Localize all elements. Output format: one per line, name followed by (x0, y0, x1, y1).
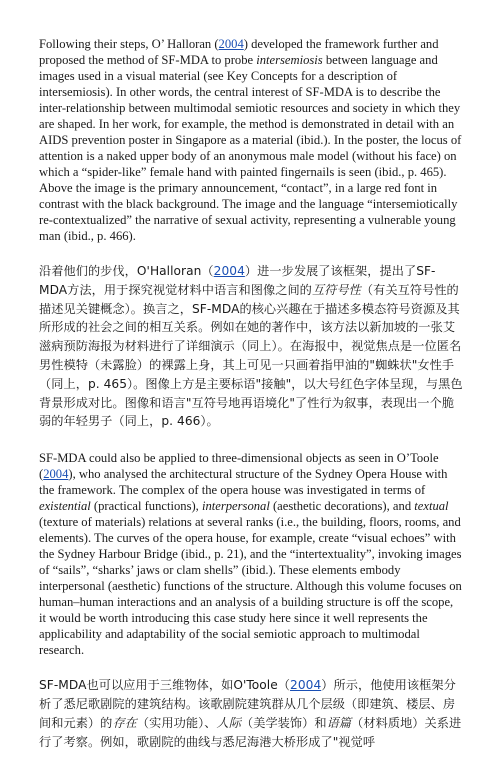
citation-link-toole-2004-zh[interactable]: 2004 (290, 678, 322, 693)
document-page (39, 36, 463, 770)
term-textual: textual (414, 499, 449, 514)
term-textual-zh: 语篇 (326, 715, 352, 730)
term-intersemiosis: intersemiosis (256, 53, 323, 67)
citation-link-halloran-2004[interactable]: 2004 (218, 37, 244, 51)
paragraph-english-2: SF-MDA could also be applied to three-dimensional objects as seen in O’Toole (2004), who analysed the architectural structure of the Sydney Opera House with the framework. The complex of the opera house was investigated in terms of existential (practical functions), interpersonal (aesthetic decorations), and textual (texture of materials) relations at several ranks (i.e., the building, floors, rooms, and elements). The curves of the opera house, for example, create “visual echoes” with the Sydney Harbour Bridge (ibid., p. 21), and the “intertextuality”, invoking images of “sails”, “sharks’ jaws or clam shells” (ibid.). These elements embody interpersonal (aesthetic) functions of the structure. Although this volume focuses on human–human interactions and an analysis of a building structure is off the scope, it would be worth introducing this case study here since it well represents the applicability and adaptability of the social semiotic approach to multimodal research. (39, 451, 462, 658)
term-intersemiosis-zh: 互符号性 (311, 282, 361, 297)
term-interpersonal-zh: 人际 (216, 715, 241, 730)
term-existential-zh: 存在 (112, 715, 137, 730)
term-interpersonal: interpersonal (201, 499, 270, 514)
term-existential: existential (39, 499, 91, 514)
paragraph-chinese-2: SF-MDA也可以应用于三维物体，如O'Toole（2004）所示，他使用该框架分析了悉尼歌剧院的建筑结构。该歌剧院建筑群从几个层级（即建筑、楼层、房间和元素）的存在（实用功能）、人际（美学装饰）和语篇（材料质地）关系进行了考察。例如，歌剧院的曲线与悉尼海港大桥形成了"视觉呼 (39, 678, 462, 749)
citation-link-halloran-2004-zh[interactable]: 2004 (213, 264, 245, 278)
paragraph-english-1: Following their steps, O’ Halloran (2004) developed the framework further and proposed the method of SF-MDA to probe intersemiosis between language and images used in a visual material (see Key Concepts for a description of intersemiosis). In other words, the central interest of SF-MDA is to describe the inter-relationship between multimodal semiotic resources and society in which they are shaped. In her work, for example, the method is demonstrated in detail with an AIDS prevention poster in Singapore as a material (ibid.). In the poster, the locus of attention is a naked upper body of an anonymous male model (without his face) on which a “spider-like” female hand with painted fingernails is seen (ibid., p. 465). Above the image is the primary announcement, “contact”, in a large red font in contrast with the black background. The image and the language “intersemiotically re-contextualized” the narrative of sexual activity, representing a vulnerable young man (ibid., p. 466). (39, 37, 462, 243)
citation-link-toole-2004[interactable]: 2004 (43, 467, 69, 482)
paragraph-chinese-1: 沿着他们的步伐，O'Halloran（2004）进一步发展了该框架，提出了SF-MDA方法，用于探究视觉材料中语言和图像之间的互符号性（有关互符号性的描述见关键概念）。换言之，SF-MDA的核心兴趣在于描述多模态符号资源及其所形成的社会之间的相互关系。例如在她的著作中，该方法以新加坡的一张艾滋病预防海报为材料进行了详细演示（同上）。在海报中，视觉焦点是一位匿名男性模特（未露脸）的裸露上身，其上可见一只画着指甲油的"蜘蛛状"女性手（同上，p. 465）。图像上方是主要标语"接触"，以大号红色字体呈现，与黑色背景形成对比。图像和语言"互符号地再语境化"了性行为叙事，表现出一个脆弱的年轻男子（同上，p. 466）。 (39, 264, 463, 429)
